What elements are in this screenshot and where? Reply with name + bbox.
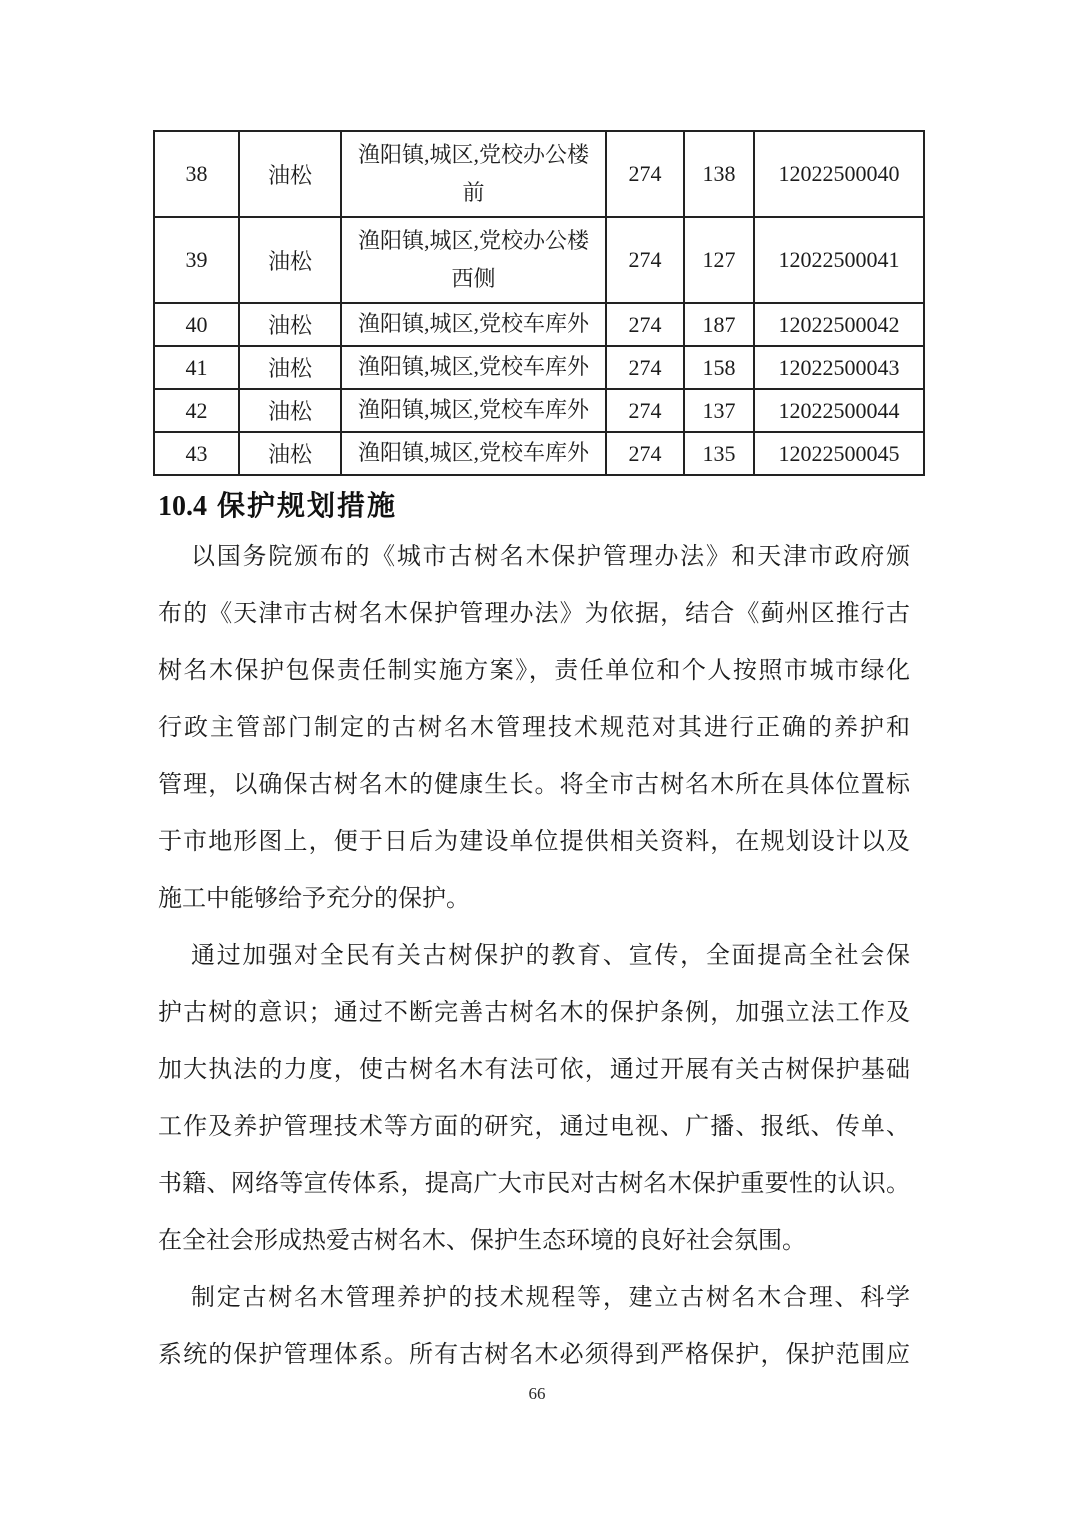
table-row xyxy=(154,303,924,346)
cell-index: 41 xyxy=(154,346,239,389)
location-line: 渔阳镇,城区,党校车库外 xyxy=(357,397,589,423)
section-heading xyxy=(158,484,397,524)
cell-index: 38 xyxy=(154,131,239,217)
cell-species: 油松 xyxy=(239,432,341,475)
cell-index: 39 xyxy=(154,217,239,303)
cell-index: 43 xyxy=(154,432,239,475)
paragraph-line: 在全社会形成热爱古树名木、保护生态环境的良好社会氛围。 xyxy=(158,1228,806,1254)
paragraph-line: 管理，以确保古树名木的健康生长。将全市古树名木所在具体位置标 xyxy=(158,772,910,798)
cell-location xyxy=(341,346,606,389)
cell-location xyxy=(341,389,606,432)
cell-tree-id: 12022500041 xyxy=(754,217,924,303)
location-line: 前 xyxy=(462,180,485,205)
cell-species: 油松 xyxy=(239,346,341,389)
table-row xyxy=(154,131,924,217)
cell-value1: 274 xyxy=(606,389,684,432)
ancient-tree-table xyxy=(153,130,925,476)
location-line: 渔阳镇,城区,党校办公楼 xyxy=(357,227,589,253)
paragraph-line: 工作及养护管理技术等方面的研究，通过电视、广播、报纸、传单、 xyxy=(158,1114,910,1140)
cell-value2: 137 xyxy=(684,389,754,432)
cell-tree-id: 12022500045 xyxy=(754,432,924,475)
cell-tree-id: 12022500040 xyxy=(754,131,924,217)
cell-value2: 158 xyxy=(684,346,754,389)
paragraph-line: 于市地形图上，便于日后为建设单位提供相关资料，在规划设计以及 xyxy=(158,829,910,855)
body-text xyxy=(158,529,910,1384)
paragraph-line: 布的《天津市古树名木保护管理办法》为依据，结合《蓟州区推行古 xyxy=(158,601,910,627)
paragraph-line: 树名木保护包保责任制实施方案》，责任单位和个人按照市城市绿化 xyxy=(158,658,910,684)
cell-species: 油松 xyxy=(239,131,341,217)
cell-location xyxy=(341,217,606,303)
location-line: 渔阳镇,城区,党校车库外 xyxy=(357,440,589,466)
cell-value1: 274 xyxy=(606,303,684,346)
cell-value1: 274 xyxy=(606,346,684,389)
location-line: 渔阳镇,城区,党校车库外 xyxy=(357,354,589,380)
cell-tree-id: 12022500044 xyxy=(754,389,924,432)
cell-tree-id: 12022500043 xyxy=(754,346,924,389)
paragraph-line: 制定古树名木管理养护的技术规程等，建立古树名木合理、科学 xyxy=(191,1285,910,1311)
table-row xyxy=(154,389,924,432)
cell-index: 40 xyxy=(154,303,239,346)
paragraph-line: 加大执法的力度，使古树名木有法可依，通过开展有关古树保护基础 xyxy=(158,1057,910,1083)
cell-species: 油松 xyxy=(239,303,341,346)
cell-value2: 127 xyxy=(684,217,754,303)
cell-value2: 135 xyxy=(684,432,754,475)
paragraph-line: 以国务院颁布的《城市古树名木保护管理办法》和天津市政府颁 xyxy=(191,544,910,570)
paragraph-line: 护古树的意识；通过不断完善古树名木的保护条例，加强立法工作及 xyxy=(158,1000,910,1026)
table-row xyxy=(154,346,924,389)
cell-value2: 187 xyxy=(684,303,754,346)
cell-location xyxy=(341,432,606,475)
paragraph-line: 行政主管部门制定的古树名木管理技术规范对其进行正确的养护和 xyxy=(158,715,910,741)
paragraph-line: 施工中能够给予充分的保护。 xyxy=(158,886,470,912)
cell-value1: 274 xyxy=(606,432,684,475)
location-line: 渔阳镇,城区,党校办公楼 xyxy=(357,141,589,167)
cell-location xyxy=(341,303,606,346)
cell-species: 油松 xyxy=(239,217,341,303)
paragraph-line: 书籍、网络等宣传体系，提高广大市民对古树名木保护重要性的认识。 xyxy=(158,1171,910,1197)
cell-species: 油松 xyxy=(239,389,341,432)
table-row xyxy=(154,217,924,303)
cell-location xyxy=(341,131,606,217)
cell-index: 42 xyxy=(154,389,239,432)
page-number: 66 xyxy=(528,1384,546,1403)
cell-tree-id: 12022500042 xyxy=(754,303,924,346)
cell-value2: 138 xyxy=(684,131,754,217)
table-row xyxy=(154,432,924,475)
paragraph-line: 系统的保护管理体系。所有古树名木必须得到严格保护，保护范围应 xyxy=(158,1342,910,1368)
section-title: 保护规划措施 xyxy=(217,491,398,522)
cell-value1: 274 xyxy=(606,217,684,303)
location-line: 西侧 xyxy=(451,266,496,291)
section-number: 10.4 xyxy=(158,491,207,522)
location-line: 渔阳镇,城区,党校车库外 xyxy=(357,311,589,337)
cell-value1: 274 xyxy=(606,131,684,217)
paragraph-line: 通过加强对全民有关古树保护的教育、宣传，全面提高全社会保 xyxy=(191,943,910,969)
